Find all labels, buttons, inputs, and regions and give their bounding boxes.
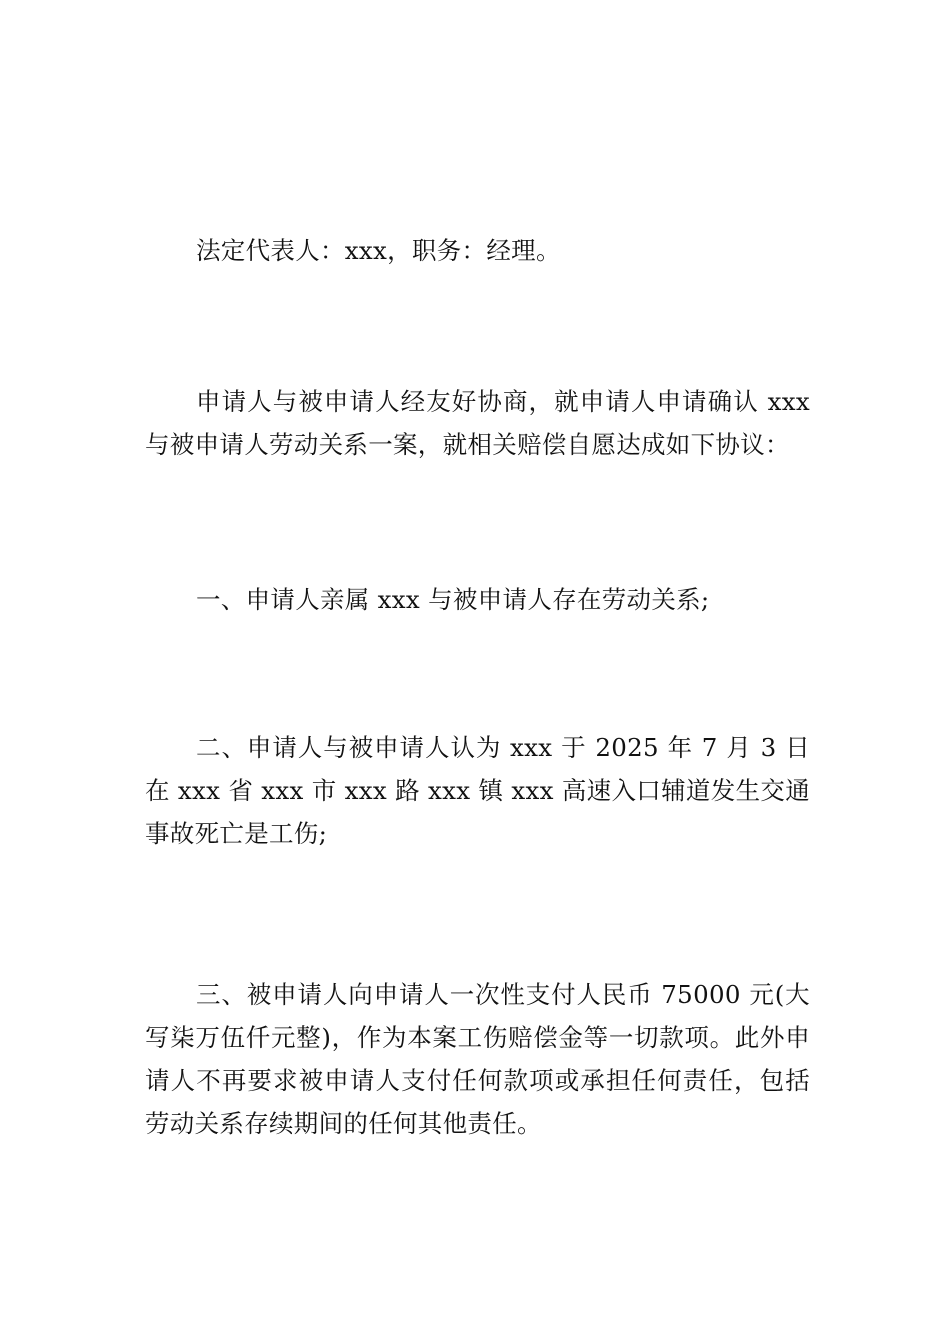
clause-one-paragraph: 一、申请人亲属 xxx 与被申请人存在劳动关系; [196,585,710,614]
clause-two-paragraph: 二、申请人与被申请人认为 xxx 于 2025 年 7 月 3 日在 xxx 省 xxx 市 xxx 路 xxx 镇 xxx 高速入口辅道发生交通事故死亡是工伤; [145,733,810,848]
agreement-intro-paragraph: 申请人与被申请人经友好协商，就申请人申请确认 xxx 与被申请人劳动关系一案，就相关赔偿自愿达成如下协议： [145,387,810,459]
clause-three-paragraph: 三、被申请人向申请人一次性支付人民币 75000 元(大写柒万伍仟元整)，作为本案工伤赔偿金等一切款项。此外申请人不再要求被申请人支付任何款项或承担任何责任，包括劳动关系存续期间的任何其他责任。 [145,980,810,1138]
legal-representative-paragraph: 法定代表人：xxx，职务：经理。 [196,236,561,265]
